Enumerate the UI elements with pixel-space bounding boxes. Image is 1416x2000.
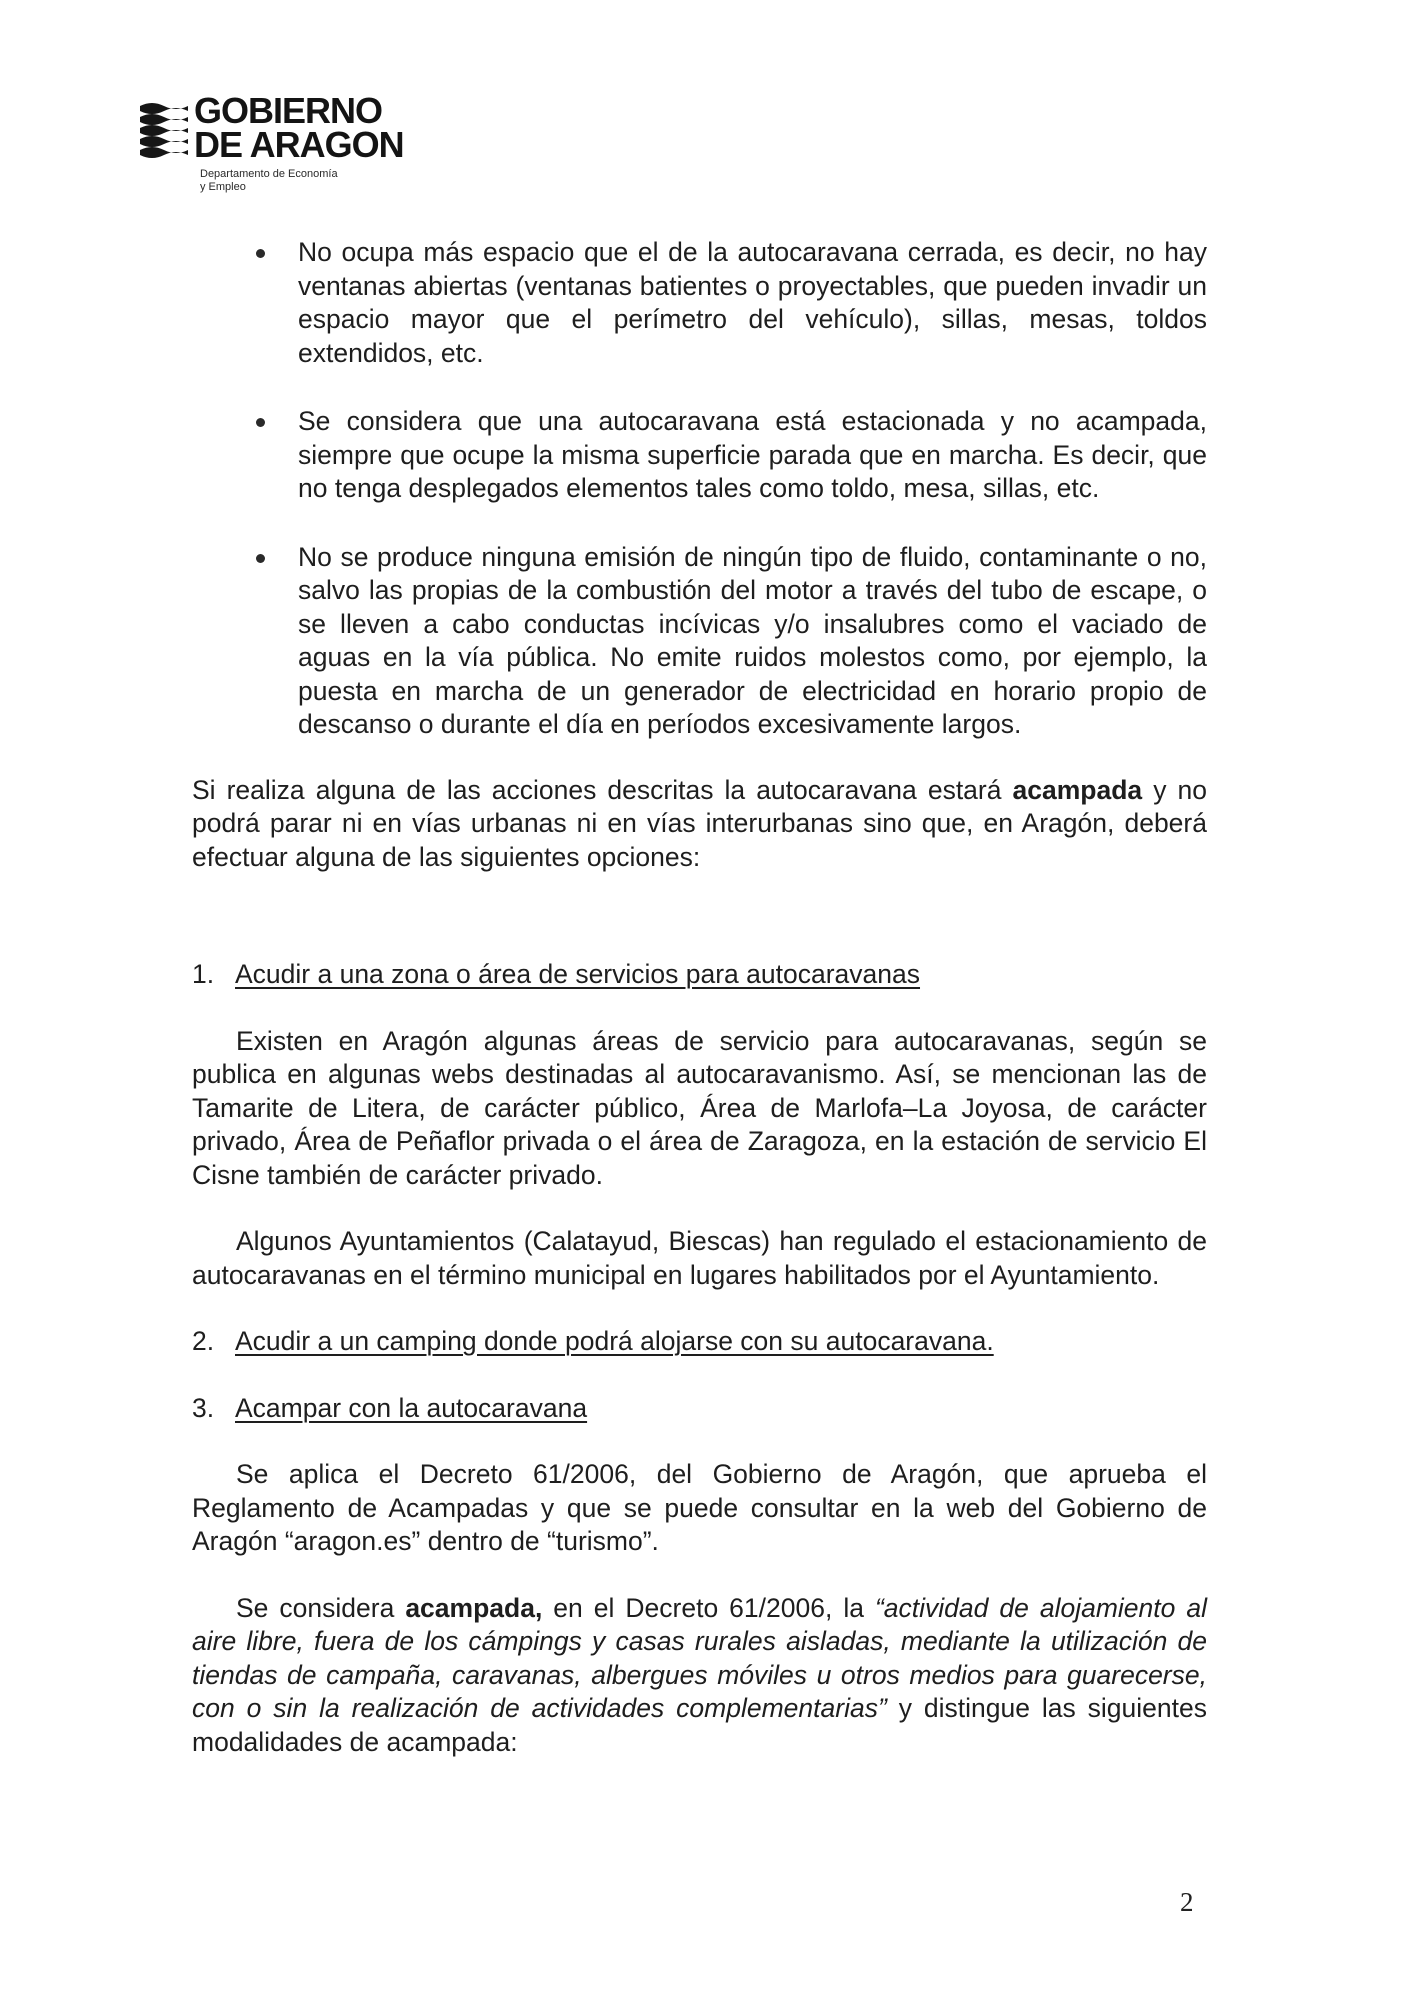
document-body xyxy=(192,236,1207,1759)
option-2-number: 2. xyxy=(192,1326,215,1356)
option-1-paragraph-2: Algunos Ayuntamientos (Calatayud, Biescas) han regulado el estacionamiento de autocaravanas en el término municipal en lugares habilitados por el Ayuntamiento. xyxy=(192,1226,1207,1290)
bullet-dot-icon xyxy=(256,249,265,258)
intro-paragraph xyxy=(192,774,1207,875)
logo-text-gobierno: GOBIERNO xyxy=(194,90,383,131)
logo xyxy=(138,92,438,202)
option-1-title: Acudir a una zona o área de servicios para autocaravanas xyxy=(235,959,921,989)
logo-department xyxy=(200,168,420,194)
page-number: 2 xyxy=(1180,1887,1194,1917)
option-3-number: 3. xyxy=(192,1392,215,1423)
decreto-paragraph: Se aplica el Decreto 61/2006, del Gobierno de Aragón, que aprueba el Reglamento de Acampadas y que se puede consultar en la web del Gobierno de Aragón “aragon.es” dentro de “turismo”. xyxy=(192,1459,1207,1556)
intro-text-after: y no podrá parar ni en vías urbanas ni en vías interurbanas sino que, en Aragón, deberá efectuar alguna de las siguientes opciones: xyxy=(192,774,1207,872)
bullet-text: Se considera que una autocaravana está estacionada y no acampada, siempre que ocupe la misma superficie parada que en marcha. Es decir, que no tenga desplegados elementos tales como toldo, mesa, sillas, etc. xyxy=(298,406,1207,503)
option-1-number: 1. xyxy=(192,959,215,989)
bullet-dot-icon xyxy=(256,418,265,427)
option-2-title: Acudir a un camping donde podrá alojarse con su autocaravana. xyxy=(235,1326,994,1356)
intro-text-before: Si realiza alguna de las acciones descritas la autocaravana estará xyxy=(192,774,1013,805)
definition-text-after: y distingue las siguientes modalidades de acampada: xyxy=(192,1693,1207,1757)
definition-quote: “actividad de alojamiento al aire libre, fuera de los cámpings y casas rurales aisladas, mediante la utilización de tiendas de campaña, caravanas, albergues móviles u otros medios para guarecerse, con o sin la realización de actividades complementarias” xyxy=(192,1592,1207,1723)
bullet-item xyxy=(192,236,1207,370)
bullet-item xyxy=(192,405,1207,506)
bullet-text: No se produce ninguna emisión de ningún tipo de fluido, contaminante o no, salvo las propias de la combustión del motor a través del tubo de escape, o se lleven a cabo conductas incívicas y/o insalubres como el vaciado de aguas en la vía pública. No emite ruidos molestos como, por ejemplo, la puesta en marcha de un generador de electricidad en horario propio de descanso o durante el día en períodos excesivamente largos. xyxy=(298,541,1207,739)
option-1-paragraph-1: Existen en Aragón algunas áreas de servicio para autocaravanas, según se publica en algunas webs destinadas al autocaravanismo. Así, se mencionan las de Tamarite de Litera, de carácter público, Área de Marlofa–La Joyosa, de carácter privado, Área de Peñaflor privada o el área de Zaragoza, en la estación de servicio El Cisne también de carácter privado. xyxy=(192,1025,1207,1190)
definition-text-middle: en el Decreto 61/2006, la xyxy=(542,1592,875,1623)
option-3-heading xyxy=(192,1392,1207,1426)
definition-paragraph xyxy=(192,1592,1207,1760)
logo-dept-line1: Departamento de Economía xyxy=(200,168,338,180)
option-2-heading xyxy=(192,1325,1207,1359)
logo-text-de-aragon: DE ARAGON xyxy=(194,124,404,165)
bullet-text: No ocupa más espacio que el de la autocaravana cerrada, es decir, no hay ventanas abiertas (ventanas batientes o proyectables, que pueden invadir un espacio mayor que el perímetro del vehículo), sillas, mesas, toldos extendidos, etc. xyxy=(298,237,1207,368)
intro-bold-acampada: acampada xyxy=(1012,774,1143,805)
definition-text-before: Se considera xyxy=(236,1592,406,1623)
bullet-list xyxy=(192,236,1207,742)
bullet-item xyxy=(192,541,1207,742)
bullet-dot-icon xyxy=(256,554,265,563)
logo-stripes-icon xyxy=(138,100,190,160)
definition-bold-acampada: acampada, xyxy=(405,1592,543,1623)
option-1-heading xyxy=(192,958,1207,992)
option-3-title: Acampar con la autocaravana xyxy=(235,1392,588,1423)
logo-dept-line2: y Empleo xyxy=(200,181,246,193)
